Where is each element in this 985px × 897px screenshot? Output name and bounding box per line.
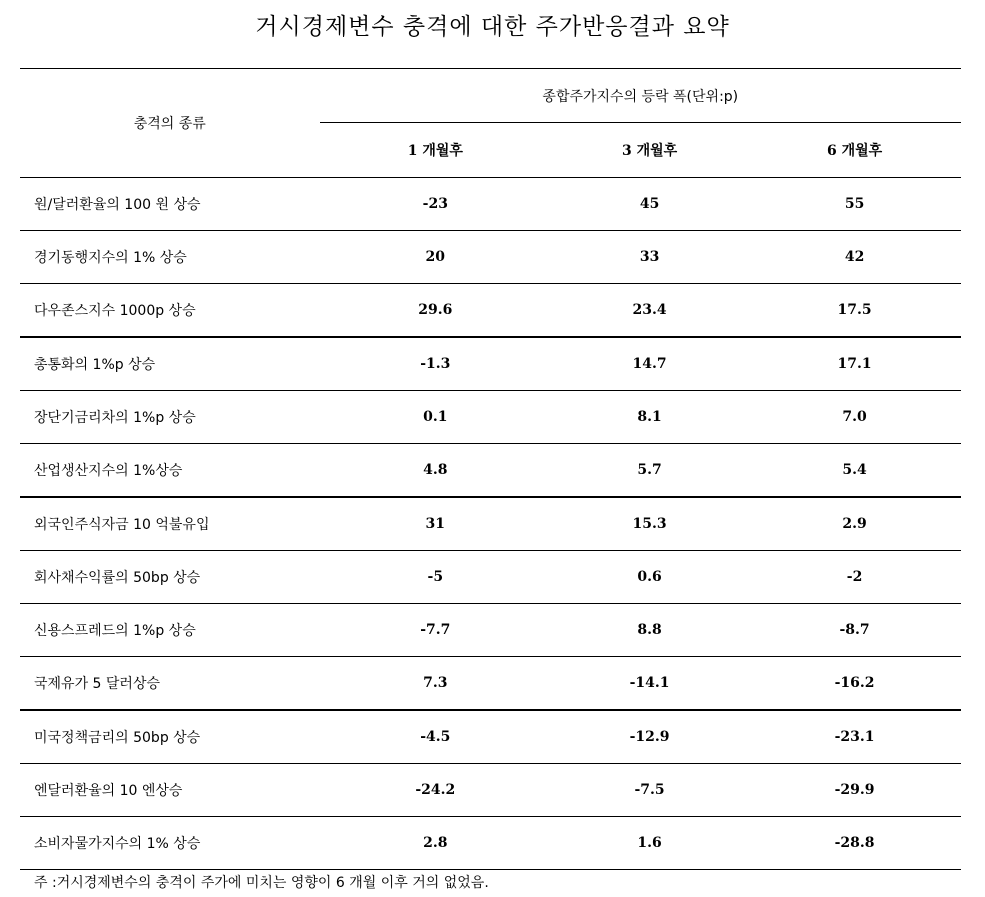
value-cell-6m: 17.1: [748, 337, 961, 391]
shock-label: 회사채수익률의 50bp 상승: [20, 551, 320, 604]
value-cell-3m: -7.5: [551, 764, 748, 817]
value-cell-6m: -2: [748, 551, 961, 604]
column-header-3m: 3 개월후: [551, 123, 748, 178]
table-row: [20, 817, 961, 870]
value-cell-6m: 2.9: [748, 497, 961, 551]
value-cell-1m: 2.8: [320, 817, 551, 870]
table-row: [20, 710, 961, 764]
table-row: [20, 497, 961, 551]
value-cell-6m: 17.5: [748, 284, 961, 338]
shock-label: 경기동행지수의 1% 상승: [20, 231, 320, 284]
value-cell-1m: 7.3: [320, 657, 551, 711]
value-cell-3m: 45: [551, 178, 748, 231]
value-cell-3m: -12.9: [551, 710, 748, 764]
value-cell-1m: -4.5: [320, 710, 551, 764]
value-cell-6m: -28.8: [748, 817, 961, 870]
value-cell-3m: 0.6: [551, 551, 748, 604]
column-header-1m: 1 개월후: [320, 123, 551, 178]
table-row: [20, 284, 961, 338]
value-cell-1m: 0.1: [320, 391, 551, 444]
group-label: 종합주가지수의 등락 폭(단위:p): [542, 89, 739, 105]
value-cell-3m: 1.6: [551, 817, 748, 870]
table-row: [20, 551, 961, 604]
table-row: [20, 764, 961, 817]
value-cell-6m: 55: [748, 178, 961, 231]
value-cell-1m: -7.7: [320, 604, 551, 657]
value-cell-3m: 15.3: [551, 497, 748, 551]
table-row: [20, 231, 961, 284]
table-body: [20, 178, 961, 870]
shock-label: 다우존스지수 1000p 상승: [20, 284, 320, 338]
shock-type-label: 충격의 종류: [133, 116, 206, 132]
stock-response-table: [20, 68, 961, 870]
shock-label: 장단기금리차의 1%p 상승: [20, 391, 320, 444]
value-cell-1m: -23: [320, 178, 551, 231]
value-cell-6m: 42: [748, 231, 961, 284]
footnote: 주 :거시경제변수의 충격이 주가에 미치는 영향이 6 개월 이후 거의 없었음.: [34, 875, 489, 891]
value-cell-3m: 8.8: [551, 604, 748, 657]
kospi-change-group-header: [320, 69, 961, 124]
value-cell-6m: 5.4: [748, 444, 961, 498]
table-row: [20, 604, 961, 657]
shock-type-header: [20, 69, 320, 178]
table-row: [20, 391, 961, 444]
value-cell-3m: 33: [551, 231, 748, 284]
value-cell-1m: 4.8: [320, 444, 551, 498]
shock-label: 소비자물가지수의 1% 상승: [20, 817, 320, 870]
value-cell-6m: -8.7: [748, 604, 961, 657]
shock-label: 국제유가 5 달러상승: [20, 657, 320, 711]
table-row: [20, 657, 961, 711]
value-cell-3m: 14.7: [551, 337, 748, 391]
page-title: 거시경제변수 충격에 대한 주가반응결과 요약: [255, 14, 730, 40]
value-cell-3m: 8.1: [551, 391, 748, 444]
shock-label: 신용스프레드의 1%p 상승: [20, 604, 320, 657]
value-cell-1m: 31: [320, 497, 551, 551]
shock-label: 외국인주식자금 10 억불유입: [20, 497, 320, 551]
value-cell-6m: -29.9: [748, 764, 961, 817]
table-row: [20, 178, 961, 231]
value-cell-1m: -24.2: [320, 764, 551, 817]
shock-label: 미국정책금리의 50bp 상승: [20, 710, 320, 764]
value-cell-3m: 5.7: [551, 444, 748, 498]
shock-label: 원/달러환율의 100 원 상승: [20, 178, 320, 231]
value-cell-6m: -23.1: [748, 710, 961, 764]
table-row: [20, 444, 961, 498]
shock-label: 엔달러환율의 10 엔상승: [20, 764, 320, 817]
table-row: [20, 337, 961, 391]
value-cell-1m: -5: [320, 551, 551, 604]
shock-label: 산업생산지수의 1%상승: [20, 444, 320, 498]
value-cell-6m: 7.0: [748, 391, 961, 444]
value-cell-1m: -1.3: [320, 337, 551, 391]
value-cell-6m: -16.2: [748, 657, 961, 711]
shock-label: 총통화의 1%p 상승: [20, 337, 320, 391]
value-cell-3m: 23.4: [551, 284, 748, 338]
value-cell-3m: -14.1: [551, 657, 748, 711]
value-cell-1m: 29.6: [320, 284, 551, 338]
column-header-6m: 6 개월후: [748, 123, 961, 178]
value-cell-1m: 20: [320, 231, 551, 284]
